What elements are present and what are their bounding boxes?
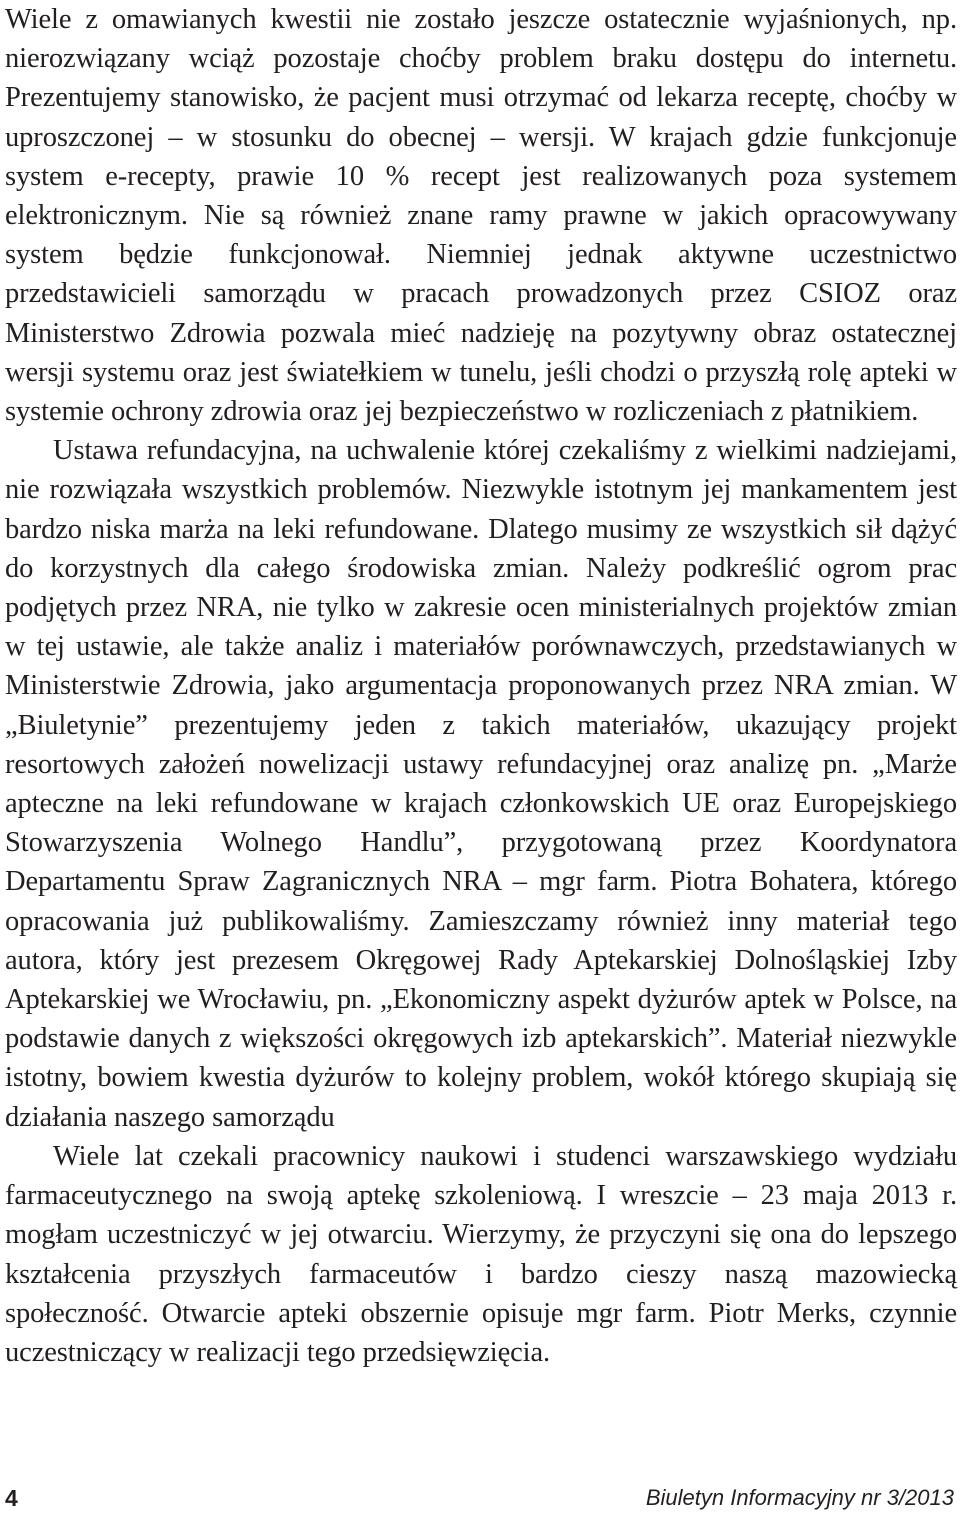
page-number: 4 [5, 1485, 18, 1511]
page-footer [5, 1484, 954, 1516]
article-paragraph-2: Ustawa refundacyjna, na uchwalenie której czekaliśmy z wielkimi nadziejami, nie rozwiązała wszystkich problemów. Niezwykle istotnym jej mankamentem jest bardzo niska marża na leki refundowane. Dlatego musimy ze wszystkich sił dążyć do korzystnych dla całego środowiska zmian. Należy podkreślić ogrom prac podjętych przez NRA, nie tylko w zakresie ocen ministerialnych projektów zmian w tej ustawie, ale także analiz i materiałów porównawczych, przedstawianych w Ministerstwie Zdrowia, jako argumentacja proponowanych przez NRA zmian. W „Biuletynie” prezentujemy jeden z takich materiałów, ukazujący projekt resortowych założeń nowelizacji ustawy refundacyjnej oraz analizę pn. „Marże apteczne na leki refundowane w krajach członkowskich UE oraz Europejskiego Stowarzyszenia Wolnego Handlu”, przygotowaną przez Koordynatora Departamentu Spraw Zagranicznych NRA – mgr farm. Piotra Bohatera, którego opracowania już publikowaliśmy. Zamieszczamy również inny materiał tego autora, który jest prezesem Okręgowej Rady Aptekarskiej Dolnośląskiej Izby Aptekarskiej we Wrocławiu, pn. „Ekonomiczny aspekt dyżurów aptek w Polsce, na podstawie danych z większości okręgowych izb aptekarskich”. Materiał niezwykle istotny, bowiem kwestia dyżurów to kolejny problem, wokół którego skupiają się działania naszego samorządu [5, 435, 957, 1133]
article-paragraph-1: Wiele z omawianych kwestii nie zostało jeszcze ostatecznie wyjaśnionych, np. nierozwiązany wciąż pozostaje choćby problem braku dostępu do internetu. Prezentujemy stanowisko, że pacjent musi otrzymać od lekarza receptę, choćby w uproszczonej – w stosunku do obecnej – wersji. W krajach gdzie funkcjonuje system e-recepty, prawie 10 % recept jest realizowanych poza systemem elektronicznym. Nie są również znane ramy prawne w jakich opracowywany system będzie funkcjonował. Niemniej jednak aktywne uczestnictwo przedstawicieli samorządu w pracach prowadzonych przez CSIOZ oraz Ministerstwo Zdrowia pozwala mieć nadzieję na pozytywny obraz ostatecznej wersji systemu oraz jest światełkiem w tunelu, jeśli chodzi o przyszłą rolę apteki w systemie ochrony zdrowia oraz jej bezpieczeństwo w rozliczeniach z płatnikiem. [5, 4, 957, 428]
article-body [5, 0, 957, 1372]
journal-name: Biuletyn Informacyjny nr 3/2013 [645, 1485, 954, 1510]
article-paragraph-3: Wiele lat czekali pracownicy naukowi i studenci warszawskiego wydziału farmaceutycznego na swoją aptekę szkoleniową. I wreszcie – 23 maja 2013 r. mogłam uczestniczyć w jej otwarciu. Wierzymy, że przyczyni się ona do lepszego kształcenia przyszłych farmaceutów i bardzo cieszy naszą mazowiecką społeczność. Otwarcie apteki obszernie opisuje mgr farm. Piotr Merks, czynnie uczestniczący w realizacji tego przedsięwzięcia. [5, 1140, 957, 1368]
